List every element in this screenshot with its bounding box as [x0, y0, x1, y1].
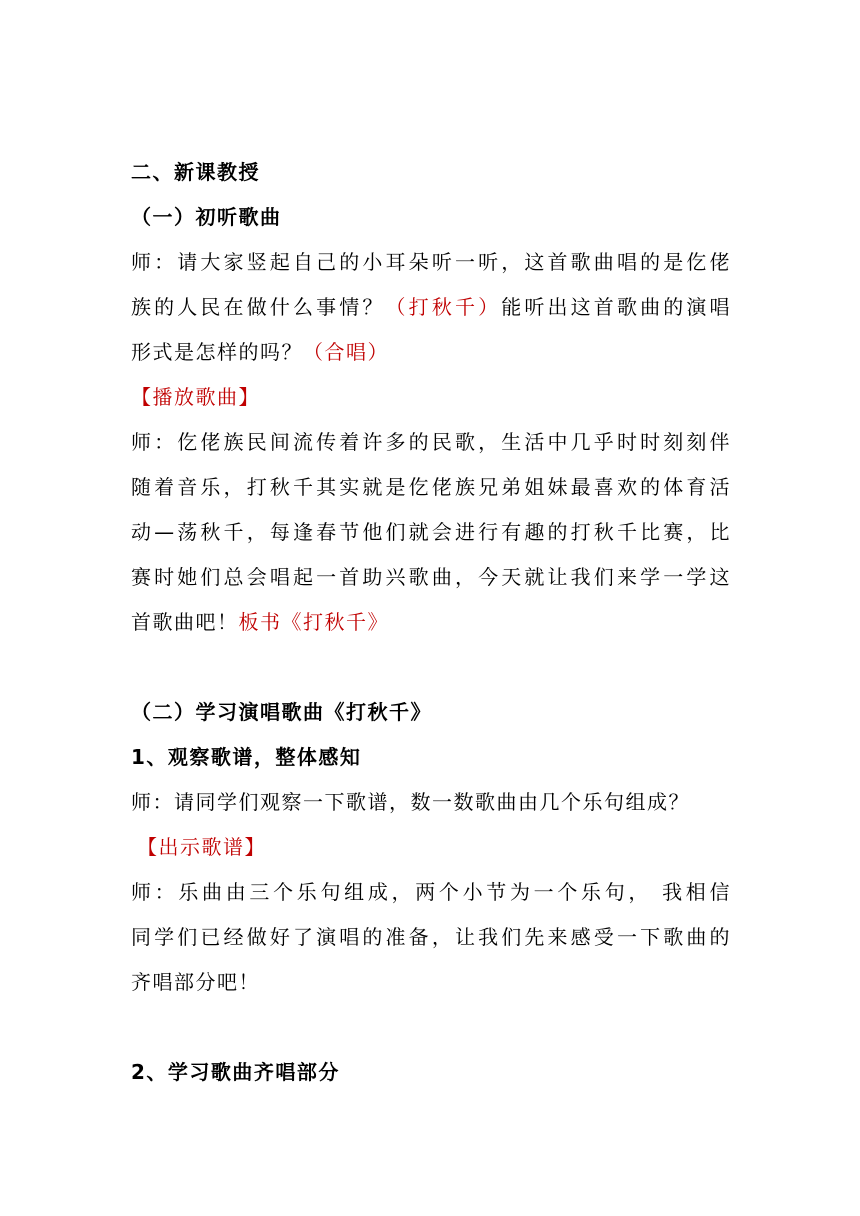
paragraph-line: 师：仡佬族民间流传着许多的民歌，生活中几乎时时刻刻伴	[131, 430, 731, 454]
paragraph-line: 齐唱部分吧！	[131, 970, 260, 994]
paragraph-text: 首歌曲吧！	[131, 610, 239, 634]
blackboard-note: 板书《打秋千》	[238, 610, 389, 634]
part1-heading: （一）初听歌曲	[131, 205, 282, 229]
answer-highlight: （打秋千）	[385, 295, 502, 319]
paragraph-line	[131, 600, 731, 645]
paragraph-text: 形式是怎样的吗？	[131, 340, 303, 364]
paragraph-line	[131, 330, 731, 375]
paragraph-line: 随着音乐，打秋千其实就是仡佬族兄弟姐妹最喜欢的体育活	[131, 475, 731, 499]
show-score-cue: 【出示歌谱】	[137, 835, 266, 859]
subsection-heading: 2、学习歌曲齐唱部分	[131, 1060, 340, 1084]
paragraph-line: 赛时她们总会唱起一首助兴歌曲，今天就让我们来学一学这	[131, 565, 731, 589]
paragraph-text: 能听出这首歌曲的演唱	[501, 295, 732, 319]
paragraph-line: 动—荡秋千，每逢春节他们就会进行有趣的打秋千比赛，比	[131, 520, 731, 544]
blank-line	[131, 645, 731, 690]
paragraph-text: 族的人民在做什么事情？	[131, 295, 386, 319]
paragraph-line: 师：请同学们观察一下歌谱，数一数歌曲由几个乐句组成？	[131, 790, 690, 814]
paragraph-line: 同学们已经做好了演唱的准备，让我们先来感受一下歌曲的	[131, 925, 731, 949]
paragraph-line: 师：乐曲由三个乐句组成，两个小节为一个乐句， 我相信	[131, 880, 731, 904]
part2-heading: （二）学习演唱歌曲《打秋千》	[131, 700, 432, 724]
section-title: 二、新课教授	[131, 160, 260, 184]
paragraph-line	[131, 285, 731, 330]
answer-highlight: （合唱）	[303, 340, 389, 364]
paragraph-line: 师：请大家竖起自己的小耳朵听一听，这首歌曲唱的是仡佬	[131, 250, 731, 274]
document-content	[131, 150, 731, 1095]
subsection-heading: 1、观察歌谱，整体感知	[131, 745, 362, 769]
blank-line	[131, 1005, 731, 1050]
play-song-cue: 【播放歌曲】	[131, 385, 260, 409]
